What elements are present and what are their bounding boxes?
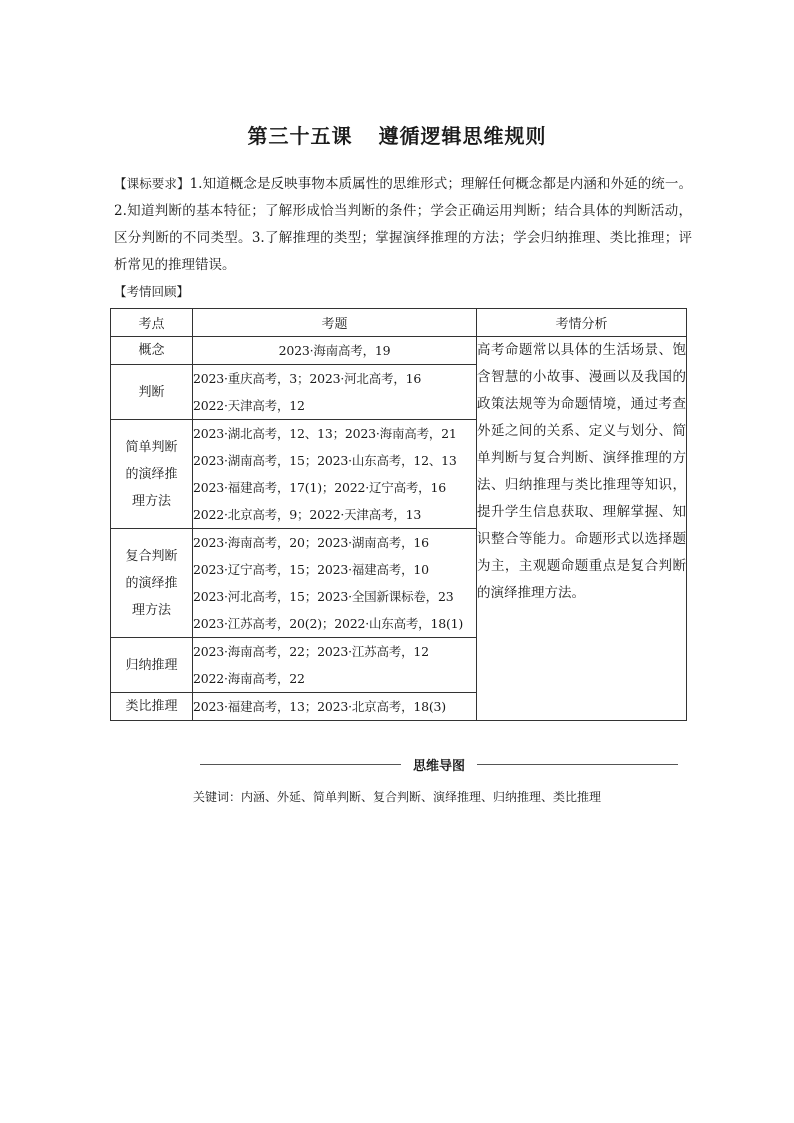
divider-right (477, 764, 678, 765)
exam-line: 2023·江苏高考，20(2)；2022·山东高考，18(1) (193, 616, 464, 631)
header-exams: 考题 (193, 309, 477, 337)
exam-line: 2023·海南高考，20；2023·湖南高考，16 (193, 535, 429, 550)
exam-line: 2023·辽宁高考，15；2023·福建高考，10 (193, 562, 429, 577)
exam-point: 复合判断的演绎推理方法 (125, 548, 178, 618)
exam-point-cell (111, 365, 193, 420)
exams-cell (193, 337, 477, 365)
exam-line: 2023·海南高考，19 (278, 343, 391, 358)
lesson-number: 第三十五课 (247, 124, 353, 148)
exam-review-label: 【考情回顾】 (114, 284, 190, 299)
exam-line: 2023·重庆高考，3；2023·河北高考，16 (193, 371, 422, 386)
exam-point: 简单判断的演绎推理方法 (125, 439, 178, 509)
requirements-tag: 【课标要求】 (114, 176, 190, 191)
analysis-cell (477, 337, 687, 721)
exam-point: 概念 (138, 343, 165, 358)
exam-point: 归纳推理 (125, 657, 178, 673)
exam-line: 2023·湖南高考，15；2023·山东高考，12、13 (193, 453, 457, 468)
header-point: 考点 (111, 309, 193, 337)
exam-point-cell (111, 337, 193, 365)
exams-cell (193, 693, 477, 721)
exam-point-cell (111, 420, 193, 529)
page-title (0, 120, 794, 149)
header-analysis: 考情分析 (477, 309, 687, 337)
exam-line: 2022·海南高考，22 (193, 671, 305, 686)
exam-line: 2023·海南高考，22；2023·江苏高考，12 (193, 644, 429, 659)
keywords-line: 关键词：内涵、外延、简单判断、复合判断、演绎推理、归纳推理、类比推理 (192, 790, 601, 804)
analysis-text: 高考命题常以具体的生活场景、饱含智慧的小故事、漫画以及我国的政策法规等为命题情境，通过考查外延之间的关系、定义与划分、简单判断与复合判断、演绎推理的方法、归纳推理与类比推理等知识，提升学生信息获取、理解掌握、知识整合等能力。命题形式以选择题为主，主观题命题重点是复合判断的演绎推理方法。 (477, 342, 686, 601)
exam-line: 2022·天津高考，12 (193, 398, 305, 413)
table-header-row (111, 309, 687, 337)
exams-cell (193, 529, 477, 638)
exam-line: 2023·河北高考，15；2023·全国新课标卷，23 (193, 589, 454, 604)
exam-point: 类比推理 (125, 699, 178, 714)
exam-line: 2023·福建高考，13；2023·北京高考，18(3) (193, 699, 446, 714)
exam-point-cell (111, 693, 193, 721)
exam-line: 2023·福建高考，17(1)；2022·辽宁高考，16 (193, 480, 446, 495)
table-row (111, 337, 687, 365)
exams-cell (193, 365, 477, 420)
exam-point: 判断 (138, 384, 165, 400)
mindmap-header (200, 752, 678, 776)
mindmap-title: 思维导图 (413, 758, 466, 774)
exam-point-cell (111, 638, 193, 693)
exam-review-table (110, 308, 687, 721)
curriculum-requirements (114, 170, 692, 279)
exam-line: 2022·北京高考，9；2022·天津高考，13 (193, 507, 422, 522)
exams-cell (193, 638, 477, 693)
exam-point-cell (111, 529, 193, 638)
divider-left (200, 764, 401, 765)
exams-cell (193, 420, 477, 529)
requirements-text: 1.知道概念是反映事物本质属性的思维形式；理解任何概念都是内涵和外延的统一。2.知道判断的基本特征；了解形成恰当判断的条件；学会正确运用判断；结合具体的判断活动，区分判断的不同类型。3.了解推理的类型；掌握演绎推理的方法；学会归纳推理、类比推理；评析常见的推理错误。 (114, 176, 692, 273)
lesson-topic: 遵循逻辑思维规则 (378, 124, 547, 148)
exam-line: 2023·湖北高考，12、13；2023·海南高考，21 (193, 426, 457, 441)
